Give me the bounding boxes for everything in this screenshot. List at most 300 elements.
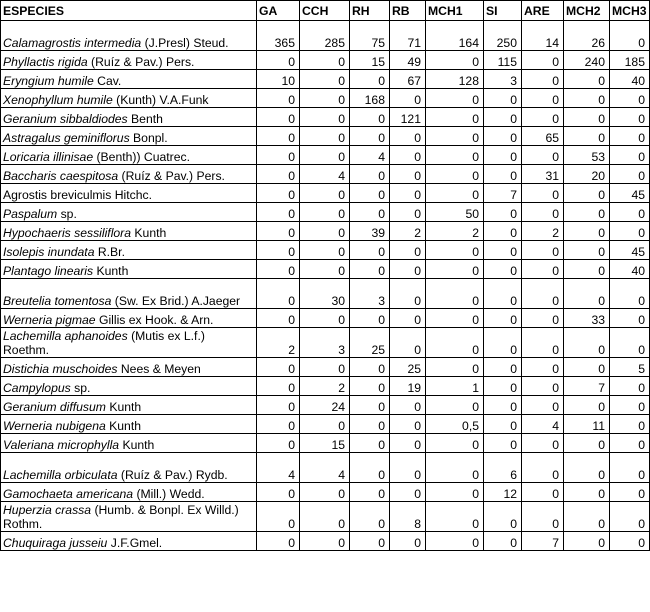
species-name-cell [1, 532, 257, 551]
scientific-name: Phyllactis rigida [3, 55, 88, 69]
value-cell: 0 [426, 358, 484, 377]
value-cell: 0 [257, 260, 300, 279]
authority-name: (Sw. Ex Brid.) A.Jaeger [111, 294, 241, 308]
table-row [1, 222, 650, 241]
scientific-name: Lachemilla aphanoides [3, 329, 128, 343]
value-cell: 0 [350, 453, 390, 483]
value-cell: 4 [522, 415, 564, 434]
value-cell: 0 [426, 241, 484, 260]
scientific-name: Gamochaeta americana [3, 487, 134, 501]
table-row [1, 377, 650, 396]
value-cell: 0 [610, 222, 650, 241]
value-cell: 0 [426, 502, 484, 532]
species-name-cell [1, 108, 257, 127]
value-cell: 0 [484, 165, 522, 184]
value-cell: 7 [484, 184, 522, 203]
table-row [1, 89, 650, 108]
species-name-cell [1, 70, 257, 89]
value-cell: 0 [257, 241, 300, 260]
value-cell: 0 [522, 377, 564, 396]
value-cell: 0 [564, 396, 610, 415]
value-cell: 0 [390, 415, 426, 434]
scientific-name: Hypochaeris sessiliflora [3, 226, 132, 240]
value-cell: 0 [484, 89, 522, 108]
value-cell: 0 [484, 328, 522, 358]
value-cell: 0 [390, 165, 426, 184]
value-cell: 0 [610, 502, 650, 532]
species-name-cell [1, 502, 257, 532]
value-cell: 0 [257, 377, 300, 396]
scientific-name: Valeriana microphylla [3, 438, 120, 452]
value-cell: 0 [426, 483, 484, 502]
value-cell: 24 [300, 396, 350, 415]
value-cell: 0 [390, 146, 426, 165]
value-cell: 0 [564, 203, 610, 222]
column-header: ARE [522, 1, 564, 21]
table-row [1, 502, 650, 532]
value-cell: 250 [484, 21, 522, 51]
value-cell: 0 [426, 184, 484, 203]
value-cell: 7 [564, 377, 610, 396]
value-cell: 0 [522, 328, 564, 358]
table-row [1, 328, 650, 358]
value-cell: 8 [390, 502, 426, 532]
value-cell: 0 [300, 260, 350, 279]
value-cell: 0 [426, 127, 484, 146]
value-cell: 0 [350, 203, 390, 222]
scientific-name: Isolepis inundata [3, 245, 95, 259]
value-cell: 285 [300, 21, 350, 51]
value-cell: 3 [350, 279, 390, 309]
value-cell: 0 [564, 260, 610, 279]
value-cell: 0 [300, 203, 350, 222]
value-cell: 0 [350, 358, 390, 377]
value-cell: 25 [390, 358, 426, 377]
value-cell: 0 [522, 396, 564, 415]
value-cell: 0 [257, 222, 300, 241]
value-cell: 0 [564, 358, 610, 377]
scientific-name: Eryngium humile [3, 74, 94, 88]
value-cell: 0 [564, 434, 610, 453]
value-cell: 0 [390, 279, 426, 309]
value-cell: 15 [350, 51, 390, 70]
authority-name: (Benth)) Cuatrec. [93, 150, 190, 164]
value-cell: 39 [350, 222, 390, 241]
value-cell: 0 [522, 146, 564, 165]
value-cell: 0 [484, 127, 522, 146]
value-cell: 0 [426, 165, 484, 184]
value-cell: 0 [610, 108, 650, 127]
value-cell: 0 [522, 434, 564, 453]
table-row [1, 279, 650, 309]
authority-name: Kunth [105, 400, 142, 414]
table-row [1, 396, 650, 415]
authority-name: sp. [57, 207, 77, 221]
value-cell: 0 [300, 309, 350, 328]
value-cell: 2 [257, 328, 300, 358]
value-cell: 0 [350, 309, 390, 328]
authority-name: (Humb. & Bonpl. Ex Willd.) Rothm. [3, 503, 239, 531]
scientific-name: Werneria pigmae [3, 313, 96, 327]
value-cell: 168 [350, 89, 390, 108]
value-cell: 0 [522, 108, 564, 127]
table-row [1, 358, 650, 377]
value-cell: 0 [390, 532, 426, 551]
value-cell: 0 [426, 434, 484, 453]
value-cell: 0 [300, 70, 350, 89]
value-cell: 0 [350, 434, 390, 453]
value-cell: 14 [522, 21, 564, 51]
table-row [1, 415, 650, 434]
value-cell: 65 [522, 127, 564, 146]
value-cell: 0 [300, 222, 350, 241]
column-header: MCH2 [564, 1, 610, 21]
value-cell: 0 [610, 21, 650, 51]
authority-name: Bonpl. [129, 131, 168, 145]
table-header [1, 1, 650, 21]
table-row [1, 70, 650, 89]
authority-name: sp. [70, 381, 91, 395]
value-cell: 0 [426, 453, 484, 483]
value-cell: 0 [522, 358, 564, 377]
authority-name: Cav. [93, 74, 122, 88]
value-cell: 0 [484, 396, 522, 415]
species-name-cell [1, 434, 257, 453]
scientific-name: Breutelia tomentosa [3, 294, 112, 308]
species-name-cell [1, 165, 257, 184]
value-cell: 4 [300, 453, 350, 483]
column-header: CCH [300, 1, 350, 21]
value-cell: 45 [610, 184, 650, 203]
value-cell: 0 [257, 532, 300, 551]
species-name-cell [1, 279, 257, 309]
value-cell: 0 [484, 108, 522, 127]
scientific-name: Astragalus geminiflorus [3, 131, 130, 145]
value-cell: 0 [300, 184, 350, 203]
species-name-cell [1, 21, 257, 51]
value-cell: 0 [564, 279, 610, 309]
value-cell: 0 [484, 260, 522, 279]
value-cell: 0 [610, 309, 650, 328]
table-row [1, 453, 650, 483]
value-cell: 0 [426, 51, 484, 70]
species-name-cell [1, 483, 257, 502]
value-cell: 0 [350, 502, 390, 532]
value-cell: 0 [484, 434, 522, 453]
value-cell: 0 [257, 51, 300, 70]
table-row [1, 21, 650, 51]
value-cell: 0 [350, 415, 390, 434]
authority-name: Kunth [131, 226, 167, 240]
value-cell: 2 [300, 377, 350, 396]
value-cell: 0 [257, 309, 300, 328]
value-cell: 121 [390, 108, 426, 127]
value-cell: 0 [564, 532, 610, 551]
value-cell: 40 [610, 260, 650, 279]
table-row [1, 203, 650, 222]
scientific-name: Calamagrostis intermedia [3, 36, 142, 50]
value-cell: 0 [610, 415, 650, 434]
value-cell: 0 [610, 203, 650, 222]
value-cell: 0 [522, 203, 564, 222]
value-cell: 7 [522, 532, 564, 551]
value-cell: 0 [426, 328, 484, 358]
value-cell: 3 [300, 328, 350, 358]
value-cell: 2 [390, 222, 426, 241]
authority-name: Agrostis breviculmis Hitchc. [3, 188, 152, 202]
table-row [1, 309, 650, 328]
species-name-cell [1, 260, 257, 279]
value-cell: 10 [257, 70, 300, 89]
species-name-cell [1, 358, 257, 377]
value-cell: 0 [522, 70, 564, 89]
value-cell: 2 [426, 222, 484, 241]
value-cell: 0 [426, 309, 484, 328]
value-cell: 0 [484, 203, 522, 222]
table-row [1, 146, 650, 165]
value-cell: 0 [300, 532, 350, 551]
value-cell: 0 [564, 328, 610, 358]
value-cell: 185 [610, 51, 650, 70]
value-cell: 0 [522, 309, 564, 328]
value-cell: 0 [257, 108, 300, 127]
authority-name: (Mill.) Wedd. [133, 487, 205, 501]
value-cell: 0 [426, 146, 484, 165]
species-name-cell [1, 146, 257, 165]
value-cell: 12 [484, 483, 522, 502]
value-cell: 25 [350, 328, 390, 358]
value-cell: 0 [350, 260, 390, 279]
species-name-cell [1, 184, 257, 203]
column-header: ESPECIES [1, 1, 257, 21]
value-cell: 40 [610, 70, 650, 89]
value-cell: 0 [610, 279, 650, 309]
value-cell: 128 [426, 70, 484, 89]
value-cell: 0 [257, 146, 300, 165]
value-cell: 0 [257, 415, 300, 434]
value-cell: 4 [300, 165, 350, 184]
value-cell: 0 [522, 51, 564, 70]
column-header: MCH3 [610, 1, 650, 21]
scientific-name: Chuquiraga jusseiu [3, 536, 108, 550]
value-cell: 0 [300, 51, 350, 70]
value-cell: 0 [522, 89, 564, 108]
value-cell: 0 [484, 415, 522, 434]
value-cell: 0 [610, 165, 650, 184]
value-cell: 0 [564, 184, 610, 203]
authority-name: (Mutis ex L.f.) Roethm. [3, 329, 205, 357]
value-cell: 26 [564, 21, 610, 51]
value-cell: 0 [300, 127, 350, 146]
value-cell: 0 [484, 502, 522, 532]
authority-name: Kunth [119, 438, 155, 452]
table-row [1, 260, 650, 279]
value-cell: 0 [257, 502, 300, 532]
value-cell: 0 [564, 70, 610, 89]
value-cell: 0 [522, 279, 564, 309]
column-header: SI [484, 1, 522, 21]
value-cell: 0 [300, 241, 350, 260]
value-cell: 4 [257, 453, 300, 483]
value-cell: 0 [426, 396, 484, 415]
value-cell: 0 [257, 165, 300, 184]
value-cell: 33 [564, 309, 610, 328]
column-header: MCH1 [426, 1, 484, 21]
value-cell: 0 [257, 89, 300, 108]
value-cell: 0 [300, 358, 350, 377]
value-cell: 0 [350, 483, 390, 502]
value-cell: 0 [564, 127, 610, 146]
value-cell: 1 [426, 377, 484, 396]
value-cell: 0 [300, 502, 350, 532]
column-header: RH [350, 1, 390, 21]
authority-name: Kunth [105, 419, 142, 433]
value-cell: 0 [426, 108, 484, 127]
value-cell: 0 [390, 453, 426, 483]
value-cell: 0 [564, 222, 610, 241]
value-cell: 0 [257, 396, 300, 415]
column-header: RB [390, 1, 426, 21]
value-cell: 75 [350, 21, 390, 51]
value-cell: 0 [300, 483, 350, 502]
scientific-name: Plantago linearis [3, 264, 94, 278]
value-cell: 30 [300, 279, 350, 309]
value-cell: 11 [564, 415, 610, 434]
value-cell: 5 [610, 358, 650, 377]
value-cell: 0 [610, 396, 650, 415]
scientific-name: Distichia muschoides [3, 362, 118, 376]
value-cell: 0 [350, 396, 390, 415]
value-cell: 0 [522, 502, 564, 532]
value-cell: 0 [350, 108, 390, 127]
authority-name: Gillis ex Hook. & Arn. [95, 313, 214, 327]
value-cell: 0 [522, 241, 564, 260]
value-cell: 0 [257, 184, 300, 203]
species-name-cell [1, 203, 257, 222]
value-cell: 0 [522, 184, 564, 203]
value-cell: 0 [484, 279, 522, 309]
scientific-name: Huperzia crassa [3, 503, 92, 517]
table-row [1, 51, 650, 70]
species-name-cell [1, 241, 257, 260]
value-cell: 0 [350, 532, 390, 551]
value-cell: 0 [564, 502, 610, 532]
value-cell: 45 [610, 241, 650, 260]
authority-name: Kunth [93, 264, 129, 278]
value-cell: 0 [426, 279, 484, 309]
value-cell: 67 [390, 70, 426, 89]
scientific-name: Paspalum [3, 207, 58, 221]
table-row [1, 184, 650, 203]
value-cell: 0 [390, 328, 426, 358]
value-cell: 0 [257, 483, 300, 502]
authority-name: (Kunth) V.A.Funk [112, 93, 209, 107]
value-cell: 19 [390, 377, 426, 396]
value-cell: 0 [350, 241, 390, 260]
species-name-cell [1, 453, 257, 483]
value-cell: 0 [564, 89, 610, 108]
value-cell: 2 [522, 222, 564, 241]
species-name-cell [1, 89, 257, 108]
value-cell: 365 [257, 21, 300, 51]
value-cell: 71 [390, 21, 426, 51]
value-cell: 0 [484, 532, 522, 551]
value-cell: 0 [257, 127, 300, 146]
value-cell: 3 [484, 70, 522, 89]
authority-name: R.Br. [94, 245, 125, 259]
value-cell: 0 [350, 184, 390, 203]
value-cell: 0 [564, 108, 610, 127]
value-cell: 0 [610, 328, 650, 358]
table-row [1, 108, 650, 127]
species-name-cell [1, 51, 257, 70]
header-row [1, 1, 650, 21]
value-cell: 0 [610, 532, 650, 551]
table-row [1, 483, 650, 502]
species-name-cell [1, 222, 257, 241]
value-cell: 240 [564, 51, 610, 70]
column-header: GA [257, 1, 300, 21]
value-cell: 0 [484, 146, 522, 165]
value-cell: 0 [610, 146, 650, 165]
scientific-name: Geranium diffusum [3, 400, 106, 414]
value-cell: 0 [300, 108, 350, 127]
value-cell: 53 [564, 146, 610, 165]
scientific-name: Campylopus [3, 381, 71, 395]
value-cell: 0 [426, 532, 484, 551]
value-cell: 0 [390, 434, 426, 453]
value-cell: 0 [390, 309, 426, 328]
species-name-cell [1, 415, 257, 434]
value-cell: 0 [610, 89, 650, 108]
value-cell: 0 [564, 483, 610, 502]
value-cell: 0 [522, 453, 564, 483]
value-cell: 0 [522, 483, 564, 502]
table-row [1, 532, 650, 551]
value-cell: 0 [257, 434, 300, 453]
value-cell: 115 [484, 51, 522, 70]
value-cell: 0 [257, 203, 300, 222]
scientific-name: Loricaria illinisae [3, 150, 94, 164]
species-name-cell [1, 396, 257, 415]
value-cell: 0 [257, 279, 300, 309]
value-cell: 4 [350, 146, 390, 165]
value-cell: 0 [390, 241, 426, 260]
value-cell: 0 [350, 127, 390, 146]
value-cell: 0 [484, 358, 522, 377]
value-cell: 0 [522, 260, 564, 279]
value-cell: 0 [390, 483, 426, 502]
value-cell: 15 [300, 434, 350, 453]
value-cell: 0 [390, 260, 426, 279]
value-cell: 0 [390, 127, 426, 146]
value-cell: 0 [300, 146, 350, 165]
authority-name: (Ruíz & Pav.) Pers. [87, 55, 195, 69]
value-cell: 0 [350, 70, 390, 89]
value-cell: 0 [390, 184, 426, 203]
value-cell: 0 [610, 483, 650, 502]
scientific-name: Werneria nubigena [3, 419, 106, 433]
value-cell: 164 [426, 21, 484, 51]
table-row [1, 434, 650, 453]
value-cell: 0 [257, 358, 300, 377]
scientific-name: Baccharis caespitosa [3, 169, 119, 183]
value-cell: 0 [300, 89, 350, 108]
species-name-cell [1, 309, 257, 328]
species-name-cell [1, 127, 257, 146]
value-cell: 0 [610, 127, 650, 146]
value-cell: 6 [484, 453, 522, 483]
